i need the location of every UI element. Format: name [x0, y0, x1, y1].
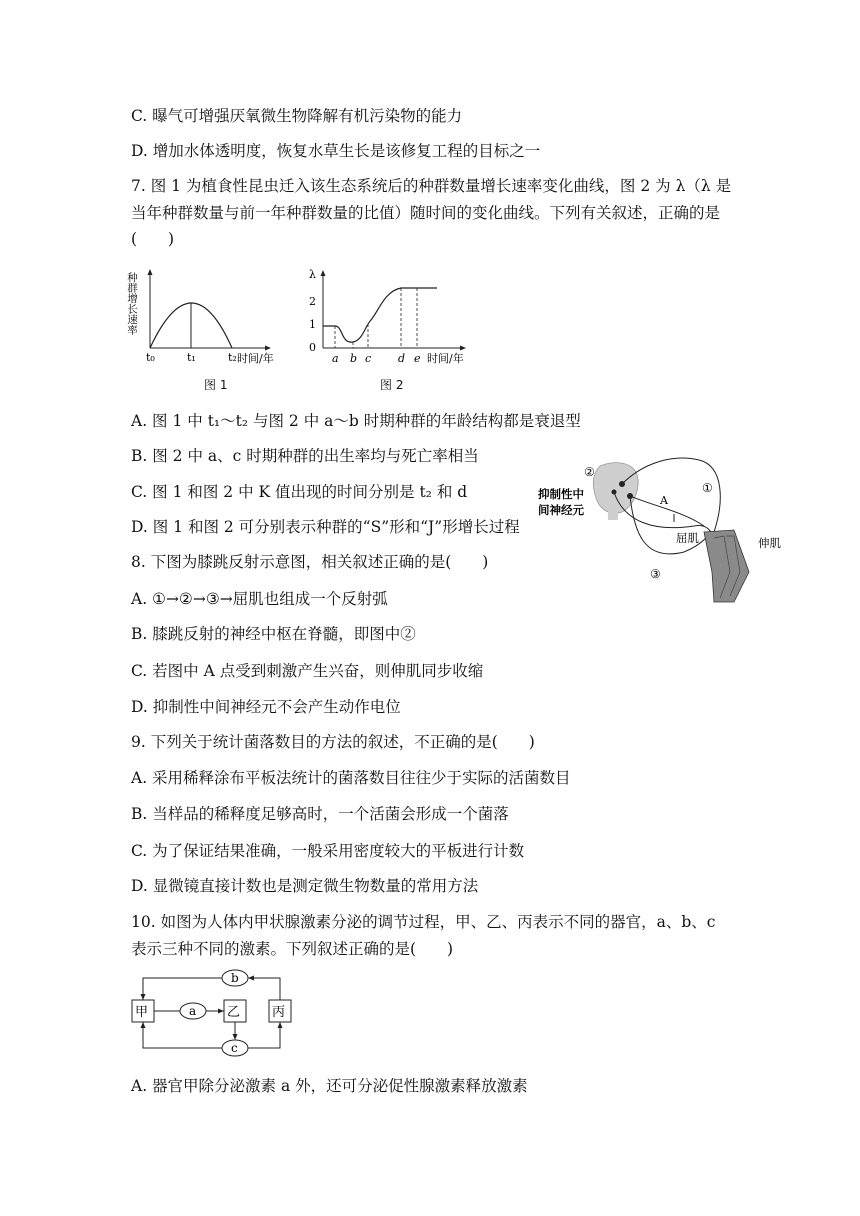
fig2-ylabel: λ	[309, 268, 316, 281]
figure-2-caption: 图 2	[380, 378, 404, 392]
fig1-tick-t0: t₀	[146, 351, 155, 364]
fig1-tick-t1: t₁	[187, 351, 196, 364]
fig2-xtick-b: b	[350, 352, 358, 365]
question-7-line-2: 当年种群数量与前一年种群数量的比值）随时间的变化曲线。下列有关叙述，正确的是	[131, 204, 721, 222]
figure-2-lambda-chart	[305, 266, 475, 370]
option-d-previous: D. 增加水体透明度，恢复水草生长是该修复工程的目标之一	[131, 142, 541, 160]
figure-thyroid-regulation	[128, 968, 308, 1060]
fig3-label-2: ②	[584, 465, 595, 479]
question-10-line-2: 表示三种不同的激素。下列叙述正确的是( )	[131, 940, 454, 958]
question-7-line-3: ( )	[131, 230, 175, 248]
fig4-jia: 甲	[135, 1005, 149, 1020]
question-7-line-1: 7. 图 1 为植食性昆虫迁入该生态系统后的种群数量增长速率变化曲线，图 2 为 λ（λ 是	[131, 177, 732, 195]
fig2-ytick-1: 1	[309, 318, 316, 331]
question-9-option-a: A. 采用稀释涂布平板法统计的菌落数目往往少于实际的活菌数目	[131, 769, 571, 787]
fig2-xtick-d: d	[398, 352, 406, 365]
question-9-option-d: D. 显微镜直接计数也是测定微生物数量的常用方法	[131, 877, 479, 895]
question-8-stem: 8. 下图为膝跳反射示意图，相关叙述正确的是( )	[131, 553, 489, 571]
fig2-xtick-c: c	[365, 352, 372, 365]
question-9-stem: 9. 下列关于统计菌落数目的方法的叙述，不正确的是( )	[131, 733, 535, 751]
fig2-xtick-e: e	[414, 352, 421, 365]
fig2-ytick-2: 2	[309, 295, 316, 308]
question-7-option-d: D. 图 1 和图 2 可分别表示种群的“S”形和“J”形增长过程	[131, 518, 520, 536]
question-8-option-d: D. 抑制性中间神经元不会产生动作电位	[131, 698, 401, 716]
fig3-label-extensor: 伸肌	[758, 536, 781, 550]
question-7-option-c: C. 图 1 和图 2 中 K 值出现的时间分别是 t₂ 和 d	[131, 483, 468, 501]
question-10-option-a: A. 器官甲除分泌激素 a 外，还可分泌促性腺激素释放激素	[131, 1077, 528, 1095]
fig2-ytick-0: 0	[309, 341, 316, 354]
figure-1-growth-rate-chart	[126, 266, 282, 370]
figure-1-caption: 图 1	[204, 378, 228, 392]
fig1-tick-t2: t₂	[228, 351, 237, 364]
fig3-label-a: A	[660, 494, 668, 507]
fig3-label-1: ①	[702, 481, 713, 495]
question-8-option-a: A. ①→②→③→屈肌也组成一个反射弧	[131, 590, 388, 608]
fig4-bing: 丙	[272, 1005, 286, 1020]
question-8-option-b: B. 膝跳反射的神经中枢在脊髓，即图中②	[131, 625, 416, 643]
fig4-a: a	[189, 1004, 197, 1018]
fig4-yi: 乙	[227, 1005, 241, 1020]
figure-knee-jerk-reflex	[534, 452, 794, 612]
fig1-ylabel: 种群增长速率	[126, 272, 138, 335]
fig3-label-flexor: 屈肌	[676, 531, 699, 545]
fig3-label-interneuron-2: 间神经元	[538, 503, 584, 517]
fig2-xtick-a: a	[332, 352, 339, 365]
question-8-option-c: C. 若图中 A 点受到刺激产生兴奋，则伸肌同步收缩	[131, 662, 484, 680]
fig1-xlabel: 时间/年	[237, 352, 274, 365]
fig4-c: c	[231, 1041, 238, 1055]
fig3-label-interneuron-1: 抑制性中	[538, 487, 584, 501]
question-9-option-c: C. 为了保证结果准确，一般采用密度较大的平板进行计数	[131, 842, 525, 860]
fig2-xlabel: 时间/年	[427, 352, 464, 365]
question-9-option-b: B. 当样品的稀释度足够高时，一个活菌会形成一个菌落	[131, 805, 509, 823]
question-7-option-b: B. 图 2 中 a、c 时期种群的出生率均与死亡率相当	[131, 447, 479, 465]
question-7-option-a: A. 图 1 中 t₁～t₂ 与图 2 中 a～b 时期种群的年龄结构都是衰退型	[131, 412, 581, 430]
fig3-label-3: ③	[650, 567, 661, 581]
question-10-line-1: 10. 如图为人体内甲状腺激素分泌的调节过程，甲、乙、丙表示不同的器官，a、b、c	[131, 913, 716, 931]
option-c-previous: C. 曝气可增强厌氧微生物降解有机污染物的能力	[131, 107, 463, 125]
fig4-b: b	[231, 971, 239, 985]
